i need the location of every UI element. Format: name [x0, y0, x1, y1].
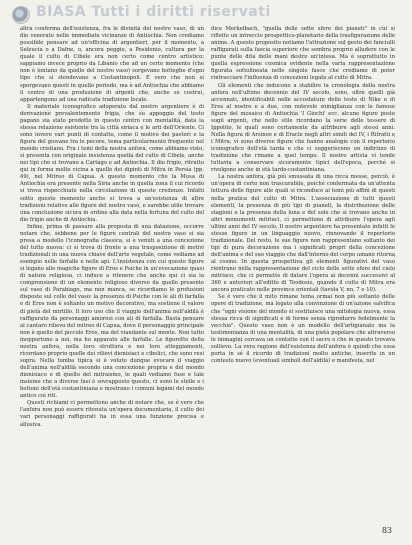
paragraph: La nostra anfora, già più smussata di una ricca messe, perciò, è un'opera di certo non trascurabile, poiché confermata da un'attenta lettura delle figure alle quali si riconduce ai temi più affini di questi nella pratica del culto di Mitra. L'associazione di tutti questi elementi, la presenza di più tipi di pianeti, la distribuzione delle stagioni e la presenza della luna e del sole che si trovano anche in altri monumenti mitriaci, ci permettono di attribuire l'opera agli ultimi anni del IV secolo. Il nostro argentiere ha presentato infatti le stesse figure in un linguaggio nuovo, rinnovando il repertorio tradizionale. Del resto, le sue figure non rappresentano soltanto dei tipi di pura decorazione ma i significati propri della concezione dell'anima e del suo viaggio che dall'interno del corpo umano ritorna al cosmo. In questa prospettiva gli elementi figurativi del vaso rientrano nella rappresentazione del ciclo delle sette sfere del cielo mitriaco, che ci permette di datare l'opera ai decenni successivi al 360 e anteriori all'editto di Teodosio, quando il culto di Mitra era ancora praticato nelle province orientali (tavola V, nn. 7 e 10).	[211, 174, 395, 294]
paragraph: dice Merkelbach, "quella delle sette sfere dei pianeti" in cui si riflette un intreccio prospettico-planetario della trasfigurazione delle anime. A questo proposito notiamo l'attrazione sul gesto dei fanciulli raffigurati sulla fascia superiore che sembra proprio alludere con le punte delle dita delle mani destre un'intesa. Ma è soprattutto in quella espressione cosmica evidente nella varia rappresentazione figurata sottolineata nelle singole fasce che crediamo di poter rintracciare l'influenza di concezioni legate al culto di Mitra.	[211, 26, 395, 82]
paragraph: Se è vero che il mito rimane tema ormai non più soltanto delle opere di tradizione, ma legato alla convinzione di un'azione salvifica che "ogni visione del mondo si sostituisce una mitologia nuova, essa stessa ricca di significati e di forme senza riprodurre fedelmente la vecchia". Questo vaso non è un modello dell'artigianato ma la testimonianza di una mentalità, di una pietà popolare che attraverso le immagini cercava un contatto con il sacro e che in questo trovava sollievo. La vera ragione dell'esistenza dell'anfora è quindi che essa porta in sé il ricordo di tradizioni molto antiche, inserite in un contesto nuovo (eventuali simboli dell'aldilà) e manifesta, nel	[211, 294, 395, 364]
left-column	[20, 26, 204, 516]
page-number: 83	[381, 526, 392, 535]
text-columns	[20, 26, 395, 516]
watermark-header	[0, 0, 412, 26]
paragraph: Infine, prima di passare alla proposta di una datazione, occorre notare che, sebbene per le figure centrali del nostro vaso si sia presa a modello l'iconografia classica, si è venuti a una concezione del tutto nuova: ci si trova di fronte a una trasposizione di motivi tradizionali in una nuova chiave dell'arte vegetale, come vediamo ad esempio nelle farfalle e nelle api. L'insistenza con cui queste figure si legano alle magiche figure di Eros e Psiche in un'evocazione quasi di natura religiosa, ci induce a ritenere che anche qui ci sia la comprensione di un elemento religioso diverso da quello presente sul vaso di Parabiago, ma non manca, se ricordiamo le profusioni disposte sul collo del vaso: la presenza di Psiche con le ali di farfalla e di Eros non è soltanto un motivo decorativo, ma sostiene il valore di pietà del mirtillo. Il loro uso che il viaggio dell'anima nell'aldilà è raffigurato da personaggi amorosi con ali di farfalla. Basta pensare al cantaro rilievo del mitreo di Capua, dove il personaggio principale non è quello del piccolo Eros, ma del viandante sul monte. Non tutto inopportuno a noi, ma ho apparato alle farfalle. Le figurette della nostra anfora, nella loro struttura e nei loro atteggiamenti, ricordano proprio quelle dei rilievi dionisiaci e cibelici, che sono resi sopra. Nella tomba tipica si è voluto dunque evocare il viaggio dell'anima nell'aldilà secondo una concezione propria e del mondo dionisiaco e di quello del mitraismo, le quali vediamo fuse e tale insieme che a diverse fasi è sovrapposto questo, ci sono le stelle e i bottoni dell'età costantiniana e mostrano i comuni legami del mondo antico coi riti.	[20, 223, 204, 400]
paragraph: Gli elementi che inducono a stabilire la cronologia della nostra anfora nell'ultimo decennio del IV secolo, sono, oltre quelli già accennati, identificabili nelle accostature delle teste di Nike e di Eros al nostro e a due, con notevole somiglianza con le famose figure del mosaico di Antiochia 'I Giochi' ecc. alcune figure poste sugli argenti, che nello stile ricordano la serie delle tessere di Ippolito, le quali sono certamente da attribuire agli stessi anni. Nella figura di Arsinoe e di Eracle negli altri simili del IV, i Ritratti e i Mitra, vi sono diverse figure che hanno analogie con il repertorio iconografico dell'età tarda e che ci suggeriscono un indirizzo di tradizione che rimane a quel tempo. Il nostro artista vi tende tuttavia a conservare sicuramente tipici dell'epoca, perché si rivolgono anche in età tardo-costantiniana.	[211, 82, 395, 174]
paragraph: Il materiale iconografico adoperato dal nostro argentiere è di derivazione prevalentemente frigia, che su appoggio del testo pagano sia stato prodotto in questo centro con mentalità, data la stessa relazione esistente tra la città siriaca e le arti dell'Oriente. Ci sono invero vari punti di contatto, come il motivo dei pastori e la figura del giovane tra le pecore, tema particolarmente frequente nel mondo cristiano. Fra i temi della nostra anfora, come abbiamo visto, si presenta con originale insistenza quella del culto di Cibele, anche nei tipi che si trovano a Cartago e ad Antiochia. Il dio frigio, ritratto qui in forma molto vicina a quello dei dipinti di Mitra in Persia (pp. 49), nel Mitreo di Capua. A questo momento che la Musa di Antiochia era presente nella Siria anche in quella zona il cui ricordo si trova rispecchiato nella circolazione di queste credenze. Infatti sotto questo momento anche si trova a un'esistenza di altre tradizioni relative alle figure del nostro vaso, e sarebbe utile trovare una conclusione sicura in ordine alla data nella fortuna del culto del dio frigio anche di Antiochia.	[20, 103, 204, 223]
right-column	[211, 26, 395, 516]
coat-of-arms-icon	[12, 6, 30, 24]
paragraph: altra conferma dell'esistenza, fra le divinità del nostro vaso, di un dio venerato nelle immediate vicinanze di Antiochia. Non crediamo possibile pensare ad un'officina di argentieri, per il momento, a Seleucia o a Dafne, o, ancora peggio, a Posidonio, cultura per la quale il culto di Cibele era non certo come centro artistico; sappiamo invece proprio da Libanio che ad un certo momento (che non è lontano da quello del nostro vaso) sorgevano botteghe d'ogni tipo che si stendevano a Costantinopoli. E vero che non si sporgevano questi in quello periodo, ma è ad Antiochia che abbiamo il centro di una produzione di argenti che, anche se costrui, appartengono ad una radicata tradizione locale.	[20, 26, 204, 103]
paragraph: Questi richiami ci permettono anche di notare che, se è vero che l'anfora non può essere ritenuta un'opera documentaria, il culto dei vari personaggi raffigurati ha in essa una funzione precisa e allusiva.	[20, 400, 204, 428]
watermark-text: BIASA Tutti i diritti riservati	[36, 4, 271, 20]
